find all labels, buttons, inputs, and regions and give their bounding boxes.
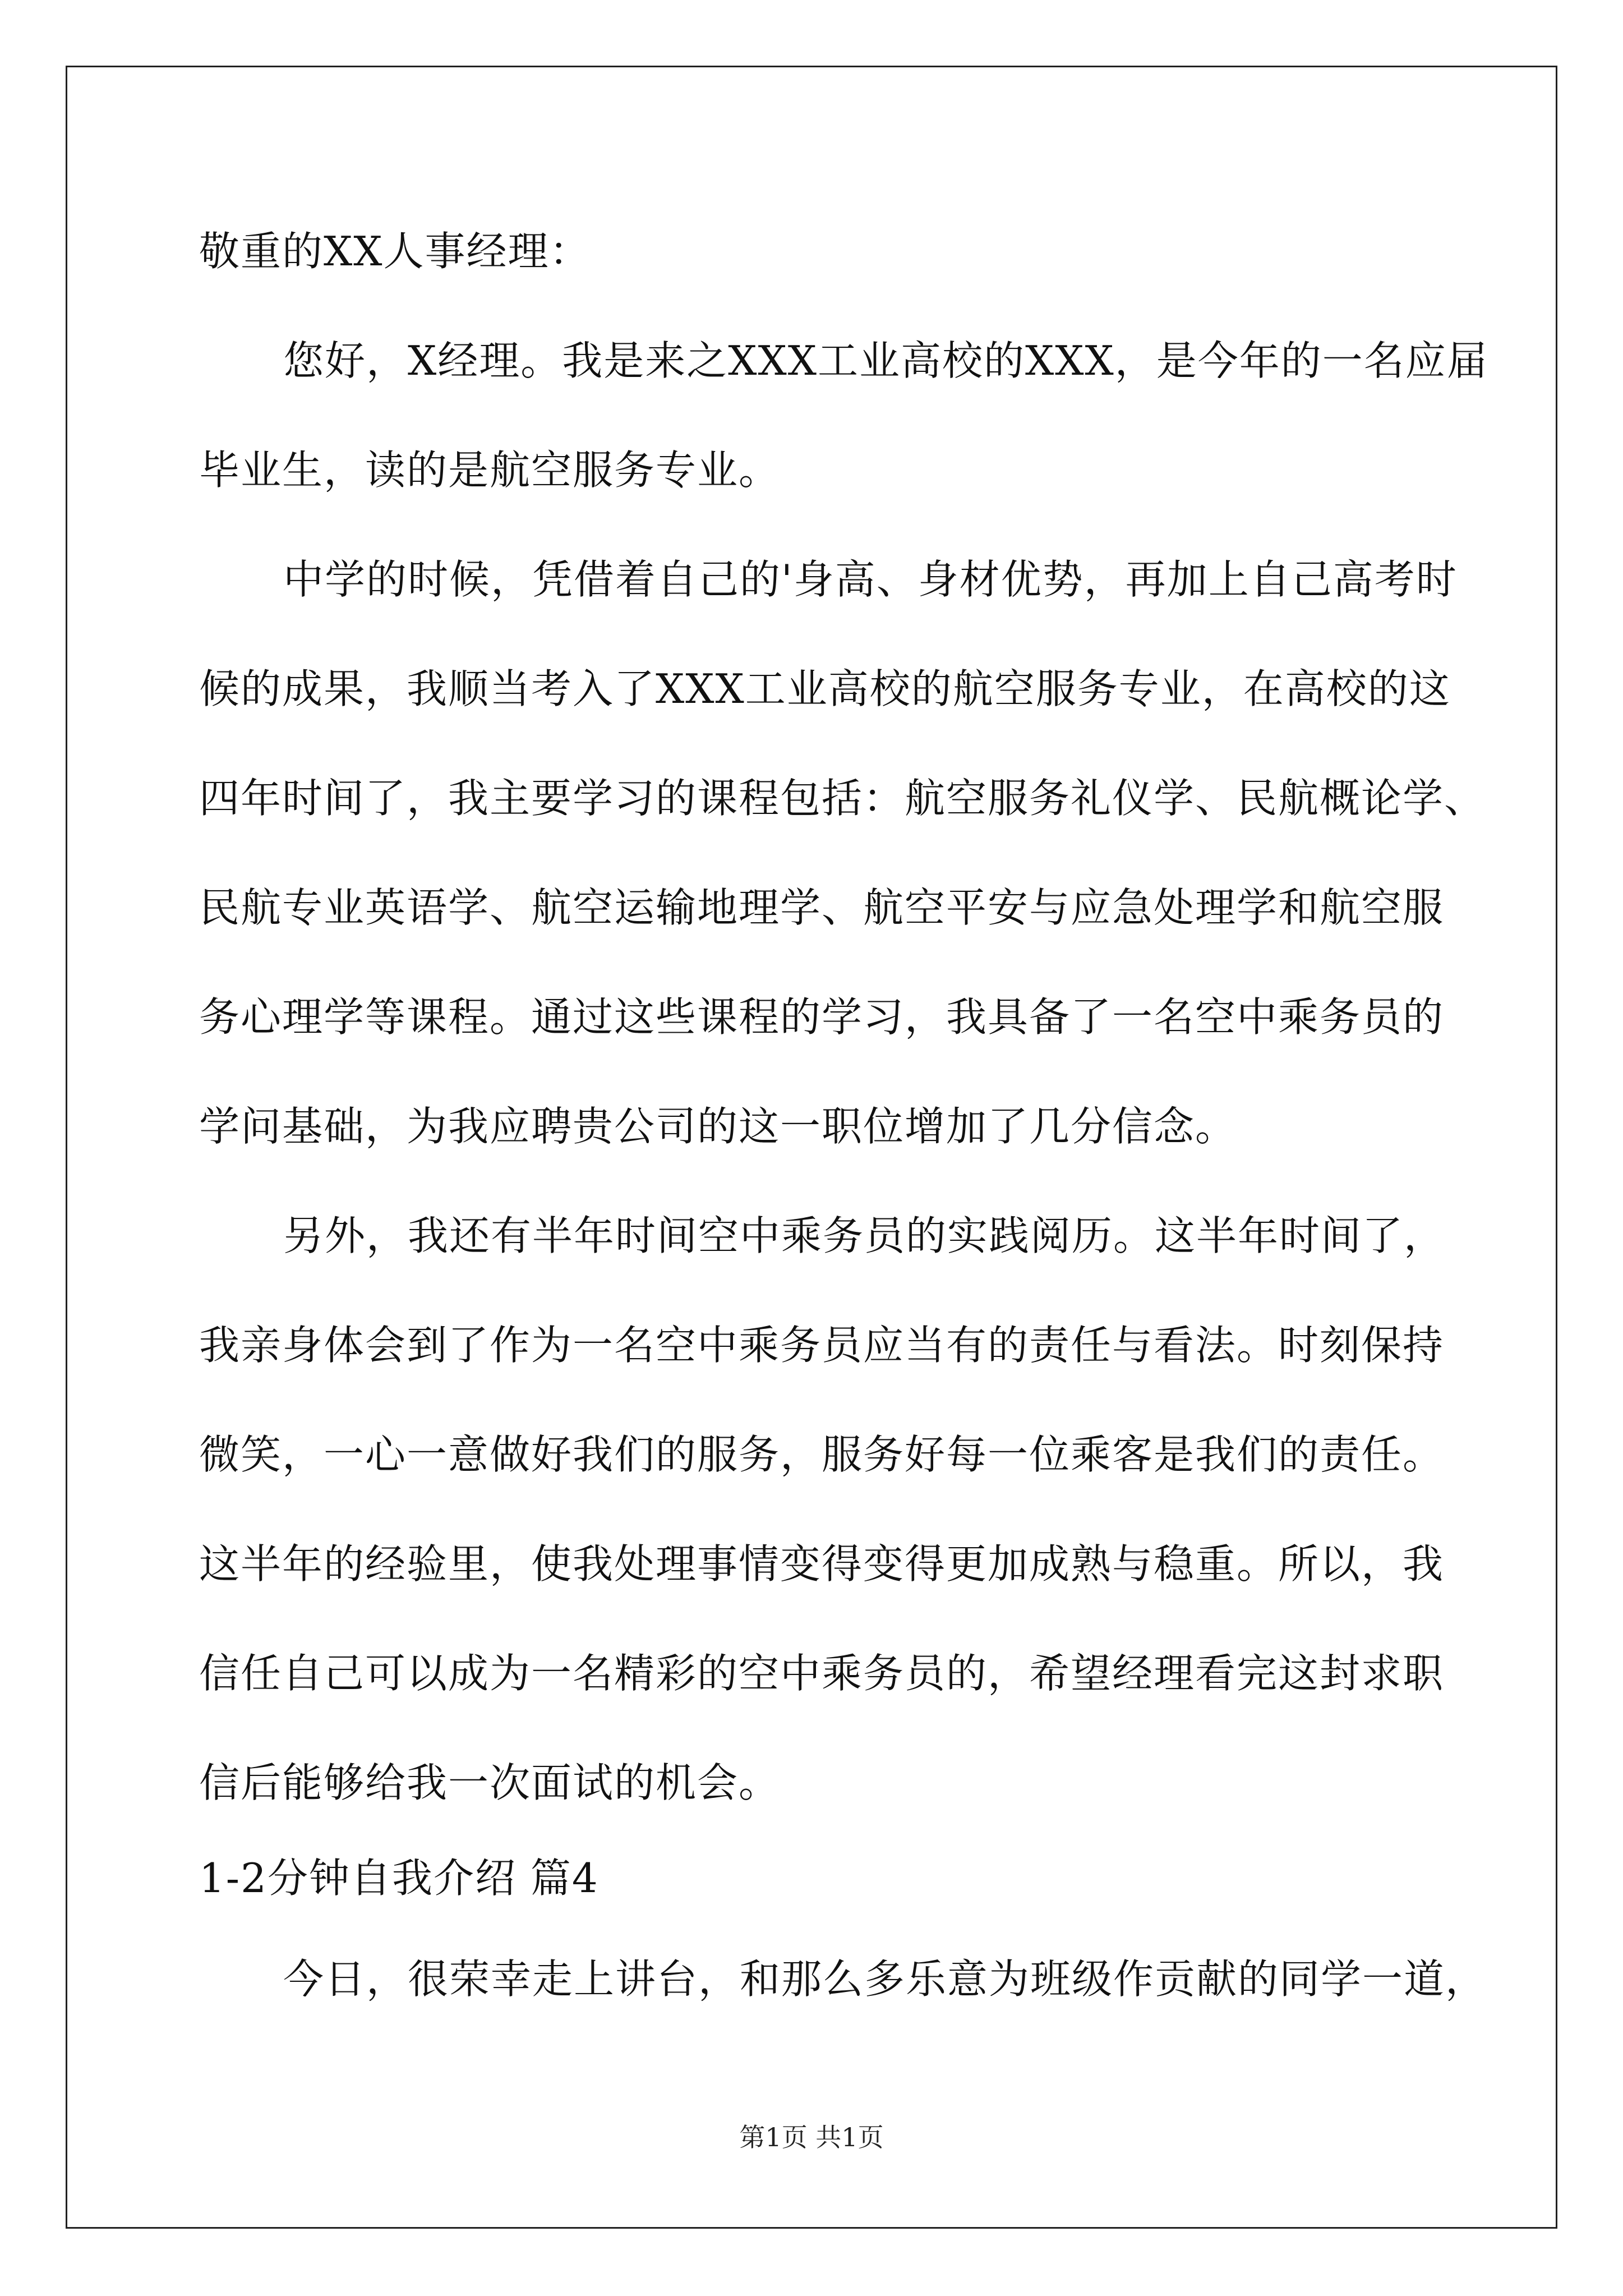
body-line: 学问基础，为我应聘贵公司的这一职位增加了几分信念。 xyxy=(199,1103,1237,1150)
body-line: 另外，我还有半年时间空中乘务员的实践阅历。这半年时间了， xyxy=(283,1212,1446,1259)
body-line: 今日，很荣幸走上讲台，和那么多乐意为班级作贡献的同学一道， xyxy=(283,1955,1487,2003)
section-heading: 1-2分钟自我介绍 篇4 xyxy=(199,1855,599,1902)
body-line: 四年时间了，我主要学习的课程包括：航空服务礼仪学、民航概论学、 xyxy=(199,775,1486,822)
body-line: 民航专业英语学、航空运输地理学、航空平安与应急处理学和航空服 xyxy=(199,884,1445,931)
body-line: 务心理学等课程。通过这些课程的学习，我具备了一名空中乘务员的 xyxy=(199,993,1445,1041)
body-line: 信任自己可以成为一名精彩的空中乘务员的，希望经理看完这封求职 xyxy=(199,1650,1445,1697)
page-footer: 第1页 共1页 xyxy=(739,2122,884,2152)
body-line: 信后能够给我一次面试的机会。 xyxy=(199,1759,781,1806)
body-line: 毕业生，读的是航空服务专业。 xyxy=(199,447,781,494)
body-line: 中学的时候，凭借着自己的'身高、身材优势，再加上自己高考时 xyxy=(283,556,1458,603)
body-line: 我亲身体会到了作为一名空中乘务员应当有的责任与看法。时刻保持 xyxy=(199,1322,1445,1369)
body-line: 候的成果，我顺当考入了XXX工业高校的航空服务专业，在高校的这 xyxy=(199,665,1451,712)
body-line: 这半年的经验里，使我处理事情变得变得更加成熟与稳重。所以，我 xyxy=(199,1540,1445,1588)
salutation: 敬重的XX人事经理： xyxy=(199,228,591,275)
body-line: 您好，X经理。我是来之XXX工业高校的XXX，是今年的一名应届 xyxy=(283,337,1488,384)
body-line: 微笑，一心一意做好我们的服务，服务好每一位乘客是我们的责任。 xyxy=(199,1431,1445,1478)
